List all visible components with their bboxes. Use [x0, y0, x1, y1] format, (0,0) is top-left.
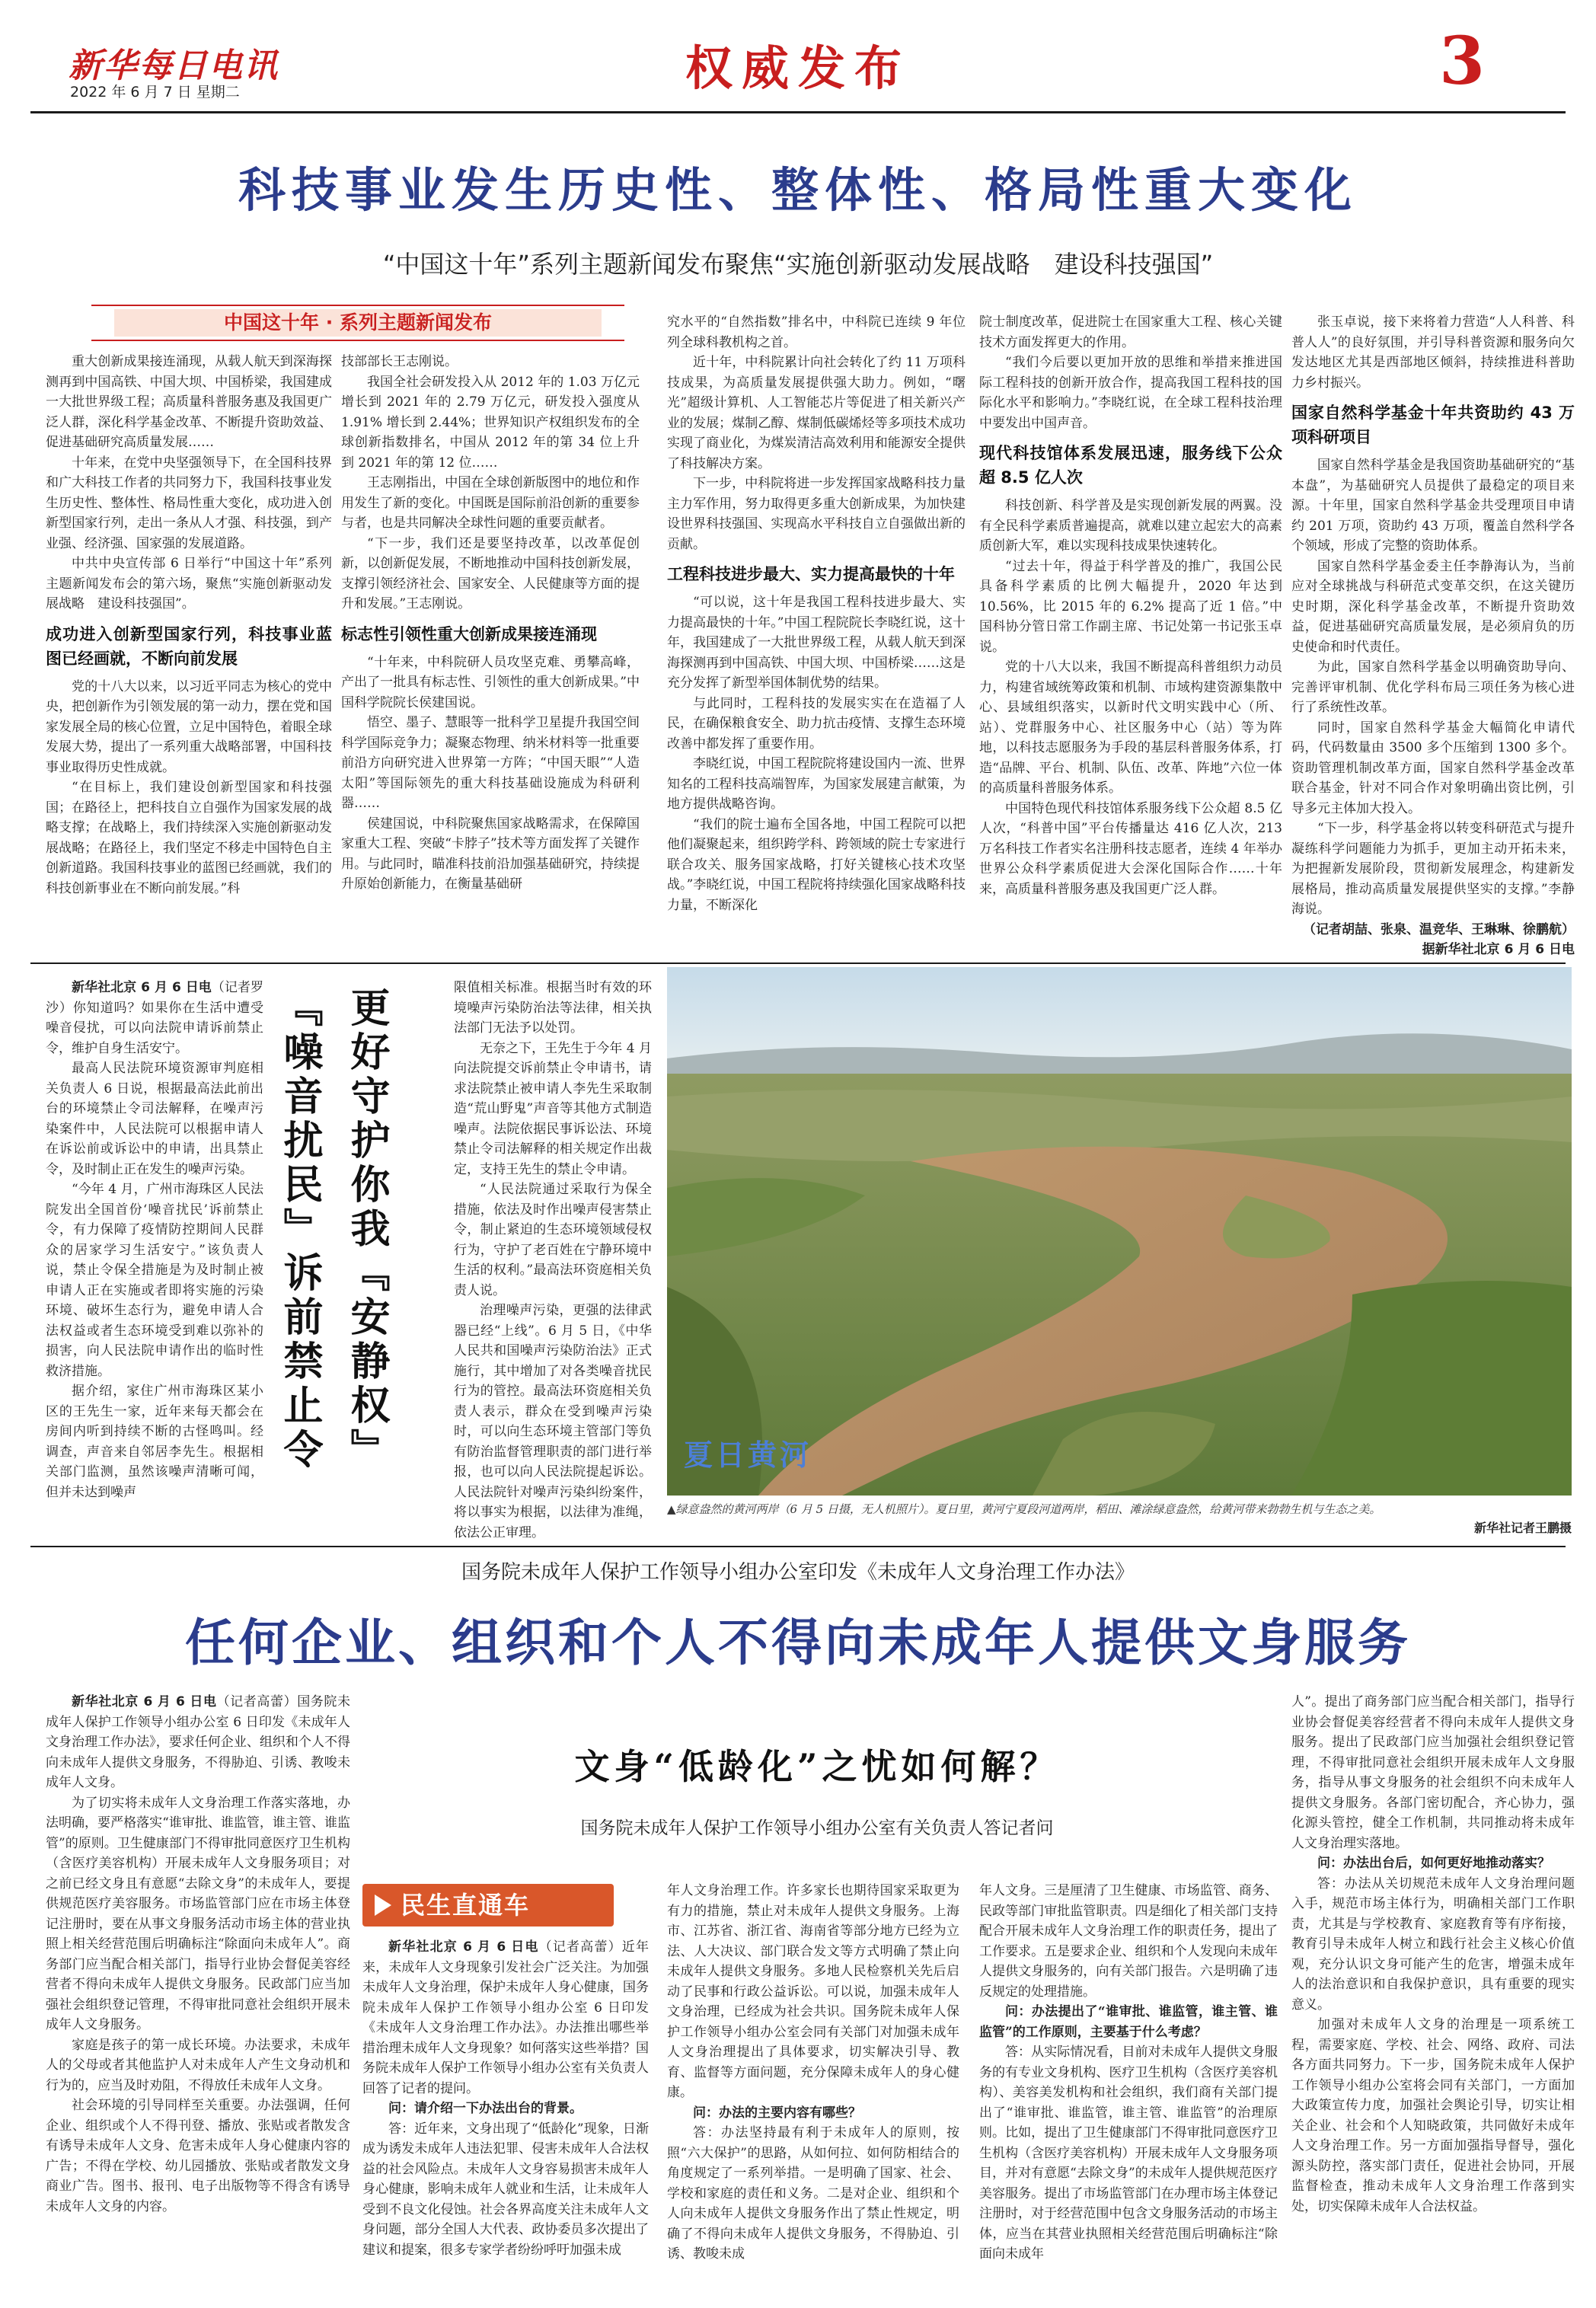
story2-bottom-rule [30, 1546, 1566, 1547]
paragraph: 新华社北京 6 月 6 日电（记者高蕾）近年来，未成年人文身现象引发社会广泛关注。为加强未成年人文身治理，保护未成年人身心健康，国务院未成年人保护工作领导小组办公室 6 日印发《未成年人文身治理工作办法》。办法推出哪些举措治理未成年人文身现象？如何落实这些举措？国务院未成年人保护工作领导小组办公室有关负责人回答了记者的提问。 [362, 1939, 649, 2096]
paragraph: 下一步，中科院将进一步发挥国家战略科技力量主力军作用，努力取得更多重大创新成果，为加快建设世界科技强国、实现高水平科技自立自强做出新的贡献。 [667, 476, 966, 552]
masthead-logo: 新华每日电讯 [69, 46, 279, 85]
paragraph: 为此，国家自然科学基金以明确资助导向、完善评审机制、优化学科布局三项任务为核心进行了系统性改革。 [1291, 659, 1575, 715]
paragraph: 侯建国说，中科院聚焦国家战略需求，在保障国家重大工程、突破“卡脖子”技术等方面发挥了关键作用。与此同时，瞄准科技前沿加强基础研究，持续提升原始创新能力，在衡量基础研 [341, 816, 640, 892]
section-subhead: 国家自然科学基金十年共资助约 43 万项科研项目 [1291, 404, 1575, 446]
story3-column-1 [46, 1692, 350, 2301]
section-title: 权威发布 [685, 40, 911, 96]
paragraph: “可以说，这十年是我国工程科技进步最大、实力提高最快的十年。”中国工程院院长李晓红说，这十年，我国建成了一大批世界级工程，从载人航天到深海探测再到中国高铁、中国大坝、中国桥梁……这是充分发挥了新型举国体制优势的结果。 [667, 595, 966, 691]
paragraph: “人民法院通过采取行为保全措施，依法及时作出噪声侵害禁止令，制止紧迫的生态环境领域侵权行为，守护了老百姓在宁静环境中生活的权利。”最高法环资庭相关负责人说。 [454, 1182, 652, 1298]
paragraph: 院士制度改革，促进院士在国家重大工程、核心关键技术方面发挥更大的作用。 [979, 314, 1282, 350]
paragraph: 年人文身。三是厘清了卫生健康、市场监管、商务、民政等部门审批监管职责。四是细化了相关部门支持配合开展未成年人文身治理工作的职责任务，提出了工作要求。五是要求企业、组织和个人发现向未成年人提供文身服务的，向有关部门报告。六是明确了违反规定的处理措施。 [979, 1883, 1278, 2000]
paragraph: “下一步，科学基金将以转变科研范式与提升凝练科学问题能力为抓手，更加主动开拓未来，为把握新发展阶段，贯彻新发展理念，构建新发展格局，推动高质量发展提供坚实的支撑。”李静海说。 [1291, 821, 1575, 917]
paragraph: 悟空、墨子、慧眼等一批科学卫星提升我国空间科学国际竞争力；凝聚态物理、纳米材料等一批重要前沿方向研究进入世界第一方阵；“中国天眼”“人造太阳”等国际领先的重大科技基础设施成为科研利器…… [341, 715, 640, 811]
masthead-date: 2022 年 6 月 7 日 星期二 [70, 84, 240, 101]
story1-column-1 [46, 352, 332, 961]
byline: （记者胡喆、张泉、温竞华、王琳琳、徐鹏航） [1303, 921, 1575, 937]
story3-column-5 [1291, 1692, 1575, 2301]
story3-column-4 [979, 1881, 1278, 2301]
story2-column-2 [454, 978, 652, 1540]
paragraph: 无奈之下，王先生于今年 4 月向法院提交诉前禁止令申请书，请求法院禁止被申请人李先生采取制造“荒山野鬼”声音等其他方式制造噪声。法院依据民事诉讼法、环境禁止令司法解释的相关规定作出裁定，支持王先生的禁止令申请。 [454, 1040, 652, 1177]
paragraph: “在目标上，我们建设创新型国家和科技强国；在路径上，把科技自立自强作为国家发展的战略支撑；在战略上，我们持续深入实施创新驱动发展战略；在路径上，我们坚定不移走中国特色自主创新道路。我国科技事业的蓝图已经画就，我们的科技创新事业在不断向前发展。”科 [46, 780, 332, 896]
story3-kicker: 国务院未成年人保护工作领导小组办公室印发《未成年人文身治理工作办法》 [461, 1561, 1135, 1584]
dateline: 新华社北京 6 月 6 日电 [72, 980, 212, 995]
dateline: 新华社北京 6 月 6 日电 [388, 1939, 539, 1955]
story1-subheadline: “中国这十年”系列主题新闻发布聚焦“实施创新驱动发展战略 建设科技强国” [382, 250, 1214, 279]
paragraph: 近十年，中科院累计向社会转化了约 11 万项科技成果，为高质量发展提供强大助力。例如，“曙光”超级计算机、人工智能芯片等促进了相关新兴产业的发展；煤制乙醇、煤制低碳烯烃等多项技术成功实现了商业化，为煤炭清洁高效利用和能源安全提供了科技解决方案。 [667, 355, 966, 471]
paragraph: “我们的院士遍布全国各地，中国工程院可以把他们凝聚起来，组织跨学科、跨领域的院士专家进行联合攻关、服务国家战略，打好关键核心技术攻坚战。”李晓红说，中国工程院将持续强化国家战略科技力量，不断深化 [667, 816, 966, 913]
story1-column-4 [979, 312, 1282, 961]
story1-column-5 [1291, 312, 1575, 961]
question-line: 问：办法的主要内容有哪些？ [693, 2105, 861, 2121]
paragraph: “十年来，中科院研人员攻坚克难、勇攀高峰，产出了一批具有标志性、引领性的重大创新成果。”中国科学院院长侯建国说。 [341, 654, 640, 710]
paragraph: 治理噪声污染，更强的法律武器已经“上线”。6 月 5 日，《中华人民共和国噪声污染防治法》正式施行，其中增加了对各类噪音扰民行为的管控。最高法环资庭相关负责人表示，群众在受到噪声污染时，可以向生态环境主管部门等负有防治监督管理职责的部门进行举报，也可以向人民法院提起诉讼。人民法院针对噪声污染纠纷案件，将以事实为根据，以法律为准绳，依法公正审理。 [454, 1303, 652, 1540]
story2-vertical-title-1: 『噪音扰民』诉前禁止令 [276, 987, 323, 1473]
livelihood-tag [362, 1884, 614, 1927]
story1-column-3 [667, 312, 966, 961]
paragraph: 限值相关标准。根据当时有效的环境噪声污染防治法等法律，相关执法部门无法予以处罚。 [454, 980, 652, 1036]
paragraph: 同时，国家自然科学基金大幅简化申请代码，代码数量由 3500 多个压缩到 1300 多个。资助管理机制改革方面，国家自然科学基金改革联合基金，针对不同合作对象明确出资比例，引导多元主体加大投入。 [1291, 720, 1575, 816]
story3-headline: 任何企业、组织和个人不得向未成年人提供文身服务 [185, 1613, 1411, 1672]
paragraph: “我们今后要以更加开放的思维和举措来推进国际工程科技的创新开放合作，提高我国工程科技的国际化水平和影响力。”李晓红说，在全球工程科技治理中要发出中国声音。 [979, 355, 1282, 431]
story3-sub-headline: 文身“低龄化”之忧如何解？ [574, 1746, 1060, 1787]
paragraph: 答：从实际情况看，目前对未成年人提供文身服务的有专业文身机构、医疗卫生机构（含医疗美容机构）、美容美发机构和社会组织，我们商有关部门提出了“谁审批、谁监管，谁主管、谁监管”的治理原则。比如，提出了卫生健康部门不得审批同意医疗卫生机构（含医疗美容机构）开展未成年人文身服务项目，并对有意愿“去除文身”的未成年人提供规范医疗美容服务。提出了市场监管部门在办理市场主体登记注册时，对于经营范围中包含文身服务活动的市场主体，应当在其营业执照相关经营范围后明确标注“除面向未成年 [979, 2045, 1278, 2262]
tag-text: 民生直通车 [401, 1891, 531, 1920]
paragraph: 重大创新成果接连涌现，从载人航天到深海探测再到中国高铁、中国大坝、中国桥梁，我国建成一大批世界级工程；高质量科普服务惠及我国更广泛人群，深化科学基金改革、不断提升资助效益、促进基础研究高质量发展…… [46, 354, 332, 450]
paragraph: 科技创新、科学普及是实现创新发展的两翼。没有全民科学素质普遍提高，就难以建立起宏大的高素质创新大军，难以实现科技成果快速转化。 [979, 498, 1282, 554]
page-number: 3 [1439, 23, 1485, 100]
section-subhead: 现代科技馆体系发展迅速，服务线下公众超 8.5 亿人次 [979, 444, 1282, 487]
paragraph: 国家自然科学基金是我国资助基础研究的“基本盘”，为基础研究人员提供了最稳定的项目来源。十年里，国家自然科学基金共受理项目申请约 201 万项，资助约 43 万项，覆盖自然科学各个领域，形成了完整的资助体系。 [1291, 458, 1575, 554]
section-subhead: 工程科技进步最大、实力提高最快的十年 [667, 565, 955, 583]
river-landscape-image [667, 967, 1572, 1496]
masthead-rule [30, 111, 1566, 113]
paragraph: 为了切实将未成年人文身治理工作落实落地，办法明确，要严格落实“谁审批、谁监管，谁主管、谁监管”的原则。卫生健康部门不得审批同意医疗卫生机构（含医疗美容机构）开展未成年人文身服务项目；对之前已经文身且有意愿“去除文身”的未成年人，要提供规范医疗美容服务。市场监管部门应在市场主体登记注册时，要在从事文身服务活动市场主体的营业执照上相关经营范围后明确标注“除面向未成年人”。商务部门应当配合相关部门，指导行业协会督促美容经营者不得向未成年人提供文身服务。民政部门应当加强社会组织登记管理，不得审批同意社会组织开展未成年人文身服务。 [46, 1795, 350, 2032]
dateline: 新华社北京 6 月 6 日电 [72, 1694, 217, 1709]
series-banner [91, 305, 624, 341]
paragraph: 中国特色现代科技馆体系服务线下公众超 8.5 亿人次，“科普中国”平台传播量达 416 亿人次，213 万名科技工作者实名注册科技志愿者，连续 4 年举办世界公众科学素质促进大会深化国际合作……十年来，高质量科普服务惠及我国更广泛人群。 [979, 800, 1282, 897]
paragraph: 中共中央宣传部 6 日举行“中国这十年”系列主题新闻发布会的第六场，聚焦“实施创新驱动发展战略 建设科技强国”。 [46, 556, 332, 611]
paragraph: “过去十年，得益于科学普及的推广，我国公民具备科学素质的比例大幅提升，2020 年达到 10.56%，比 2015 年的 6.2% 提高了近 1 倍。”中国科协分管日常工作副主席、书记处第一书记张玉卓说。 [979, 558, 1282, 655]
story3-column-2 [362, 1937, 649, 2301]
story2-column-1 [46, 978, 263, 1526]
section-subhead: 标志性引领性重大创新成果接连涌现 [341, 624, 597, 643]
story1-bottom-rule [30, 962, 1566, 964]
section-subhead: 成功进入创新型国家行列，科技事业蓝图已经画就，不断向前发展 [46, 624, 332, 668]
photo-credit: 新华社记者王鹏摄 [1473, 1521, 1572, 1535]
paragraph: 最高人民法院环境资源审判庭相关负责人 6 日说，根据最高法此前出台的环境禁止令司法解释，在噪声污染案件中，人民法院可以根据申请人在诉讼前或诉讼中的申请，出具禁止令，及时制止正在发生的噪声污染。 [46, 1061, 263, 1177]
paragraph: 技部部长王志刚说。 [341, 354, 458, 369]
paragraph: 社会环境的引导同样至关重要。办法强调，任何企业、组织或个人不得刊登、播放、张贴或者散发含有诱导未成年人文身、危害未成年人身心健康内容的广告；不得在学校、幼儿园播放、张贴或者散发文身商业广告。图书、报刊、电子出版物等不得含有诱导未成年人文身的内容。 [46, 2098, 350, 2214]
paragraph: 十年来，在党中央坚强领导下，在全国科技界和广大科技工作者的共同努力下，我国科技事业发生历史性、整体性、格局性重大变化，成功进入创新型国家行列，走出一条从人才强、科技强，到产业强、经济强、国家强的发展道路。 [46, 455, 332, 551]
paragraph: 我国全社会研发投入从 2012 年的 1.03 万亿元增长到 2021 年的 2.79 万亿元，研发投入强度从 1.91% 增长到 2.44%；世界知识产权组织发布的全球创新指数排名，中国从 2012 年的第 34 位上升到 2021 年的第 12 位…… [341, 374, 640, 471]
dateline-credit: 据新华社北京 6 月 6 日电 [1422, 942, 1575, 957]
paragraph: 李晓红说，中国工程院院将建设国内一流、世界知名的工程科技高端智库，为国家发展建言献策，为地方提供战略咨询。 [667, 756, 966, 812]
paragraph: 据介绍，家住广州市海珠区某小区的王先生一家，近年来每天都会在房间内听到持续不断的古怪鸣叫。经调查，声音来自邻居李先生。根据相关部门监测，虽然该噪声清晰可闻，但并未达到噪声 [46, 1384, 263, 1500]
paragraph: 新华社北京 6 月 6 日电（记者高蕾）国务院未成年人保护工作领导小组办公室 6 日印发《未成年人文身治理工作办法》，要求任何企业、组织和个人不得向未成年人提供文身服务，不得胁迫、引诱、教唆未成年人文身。 [46, 1694, 351, 1790]
question-line: 问：请介绍一下办法出台的背景。 [388, 2101, 583, 2116]
paragraph: 王志刚指出，中国在全球创新版图中的地位和作用发生了新的变化。中国既是国际前沿创新的重要参与者，也是共同解决全球性问题的重要贡献者。 [341, 475, 640, 531]
paragraph: 新华社北京 6 月 6 日电（记者罗沙）你知道吗？如果你在生活中遭受噪音侵扰，可以向法院申请诉前禁止令，维护自身生活安宁。 [46, 980, 263, 1056]
paragraph: 家庭是孩子的第一成长环境。办法要求，未成年人的父母或者其他监护人对未成年人产生文身动机和行为的，应当及时劝阻，不得放任未成年人文身。 [46, 2037, 350, 2093]
yellow-river-photo [667, 967, 1572, 1496]
paragraph: 国家自然科学基金委主任李静海认为，当前应对全球挑战与科研范式变革交织，在这关键历史时期，深化科学基金改革，不断提升资助效益，促进基础研究高质量发展，是必须肩负的历史使命和时代责任。 [1291, 558, 1575, 655]
paragraph: 答：办法坚持最有利于未成年人的原则，按照“六大保护”的思路，从如何拉、如何防相结合的角度规定了一系列举措。一是明确了国家、社会、学校和家庭的责任和义务。二是对企业、组织和个人向未成年人提供文身服务作出了禁止性规定，明确了不得向未成年人提供文身服务，不得胁迫、引诱、教唆未成 [667, 2125, 959, 2262]
paragraph: 加强对未成年人文身的治理是一项系统工程，需要家庭、学校、社会、网络、政府、司法各方面共同努力。下一步，国务院未成年人保护工作领导小组办公室将会同有关部门，一方面加大政策宣传力度，加强社会舆论引导，切实让相关企业、社会和个人知晓政策，共同做好未成年人文身治理工作。另一方面加强指导督导，强化源头防控，落实部门责任，促进社会协同，开展监督检查，推动未成年人文身治理工作落到实处，切实保障未成年人合法权益。 [1291, 2017, 1575, 2214]
paragraph: 张玉卓说，接下来将着力营造“人人科普、科普人人”的良好氛围，并引导科普资源和服务向欠发达地区尤其是西部地区倾斜，持续推进科普助力乡村振兴。 [1291, 314, 1575, 391]
question-line: 问：办法提出了“谁审批、谁监管，谁主管、谁监管”的工作原则，主要基于什么考虑？ [979, 2004, 1278, 2040]
paragraph: 究水平的“自然指数”排名中，中科院已连续 9 年位列全球科教机构之首。 [667, 314, 966, 350]
paragraph: 与此同时，工程科技的发展实实在在造福了人民，在确保粮食安全、助力抗击疫情、支撑生态环境改善中都发挥了重要作用。 [667, 695, 966, 752]
paragraph: 年人文身治理工作。许多家长也期待国家采取更为有力的措施，禁止对未成年人提供文身服务。上海市、江苏省、浙江省、海南省等部分地方已经为立法、人大决议、部门联合发文等方式明确了禁止向未成年人提供文身服务。多地人民检察机关先后启动了民事和行政公益诉讼。可以说，加强未成年人文身治理，已经成为社会共识。国务院未成年人保护工作领导小组办公室会同有关部门对加强未成年人文身治理提出了具体要求，切实解决引导、教育、监督等方面问题，充分保障未成年人的身心健康。 [667, 1883, 959, 2100]
paragraph: “今年 4 月，广州市海珠区人民法院发出全国首份‘噪音扰民’诉前禁止令，有力保障了疫情防控期间人民群众的居家学习生活安宁。”该负责人说，禁止令保全措施是为及时制止被申请人正在实施或者即将实施的污染环境、破坏生态行为，避免申请人合法权益或者生态环境受到难以弥补的损害，向人民法院申请作出的临时性救济措施。 [46, 1182, 263, 1379]
paragraph: 答：办法从关切规范未成年人文身治理问题入手，规范市场主体行为，明确相关部门工作职责，尤其是与学校教育、家庭教育等有序衔接，教育引导未成年人树立和践行社会主义核心价值观，充分认识文身可能产生的危害，增强未成年人的法治意识和自我保护意识，具有重要的现实意义。 [1291, 1875, 1575, 2013]
series-banner-text: 中国这十年 · 系列主题新闻发布 [114, 309, 602, 337]
photo-label: 夏日黄河 [684, 1438, 812, 1472]
paragraph: 人”。提出了商务部门应当配合相关部门，指导行业协会督促美容经营者不得向未成年人提供文身服务。提出了民政部门应当加强社会组织登记管理，不得审批同意社会组织开展未成年人文身服务，指导从事文身服务的社会组织不向未成年人提供文身服务。各部门密切配合，齐心协力，强化源头管控，健全工作机制，共同推动将未成年人文身治理实落地。 [1291, 1694, 1575, 1851]
story3-sub-kicker: 国务院未成年人保护工作领导小组办公室有关负责人答记者问 [580, 1818, 1054, 1838]
paragraph: 答：近年来，文身出现了“低龄化”现象，日渐成为诱发未成年人违法犯罪、侵害未成年人合法权益的社会风险点。未成年人文身容易损害未成年人身心健康，影响未成年人就业和生活，让未成年人受到不良文化侵蚀。社会各界高度关注未成年人文身问题，部分全国人大代表、政协委员多次提出了建议和提案，很多专家学者纷纷呼吁加强未成 [362, 2121, 649, 2258]
story3-column-3 [667, 1881, 959, 2301]
question-line: 问：办法出台后，如何更好地推动落实？ [1317, 1856, 1550, 1871]
photo-caption: ▲绿意盎然的黄河两岸（6 月 5 日摄，无人机照片）。夏日里，黄河宁夏段河道两岸，稻田、滩涂绿意盎然，给黄河带来勃勃生机与生态之美。 [667, 1502, 1381, 1516]
story1-column-2 [341, 352, 640, 961]
story1-headline: 科技事业发生历史性、整体性、格局性重大变化 [238, 162, 1358, 218]
story2-vertical-title-2: 更好守护你我『安静权』 [343, 987, 390, 1473]
paragraph: 党的十八大以来，我国不断提高科普组织力动员力，构建省域统筹政策和机制、市域构建资源集散中心、县域组织落实，以新时代文明实践中心（所、站）、党群服务中心、社区服务中心（站）等为阵地，以科技志愿服务为手段的基层科普服务体系，打造“品牌、平台、机制、队伍、改革、阵地”六位一体的高质量科普服务体系。 [979, 659, 1282, 796]
paragraph: “下一步，我们还是要坚持改革，以改革促创新，以创新促发展，不断地推动中国科技创新发展，支撑引领经济社会、国家安全、人民健康等方面的提升和发展。”王志刚说。 [341, 535, 640, 611]
paragraph: 党的十八大以来，以习近平同志为核心的党中央，把创新作为引领发展的第一动力，摆在党和国家发展全局的核心位置，立足中国特色，着眼全球发展大势，提出了一系列重大战略部署，中国科技事业取得历史性成就。 [46, 678, 332, 775]
tag-arrow-icon [375, 1895, 391, 1916]
